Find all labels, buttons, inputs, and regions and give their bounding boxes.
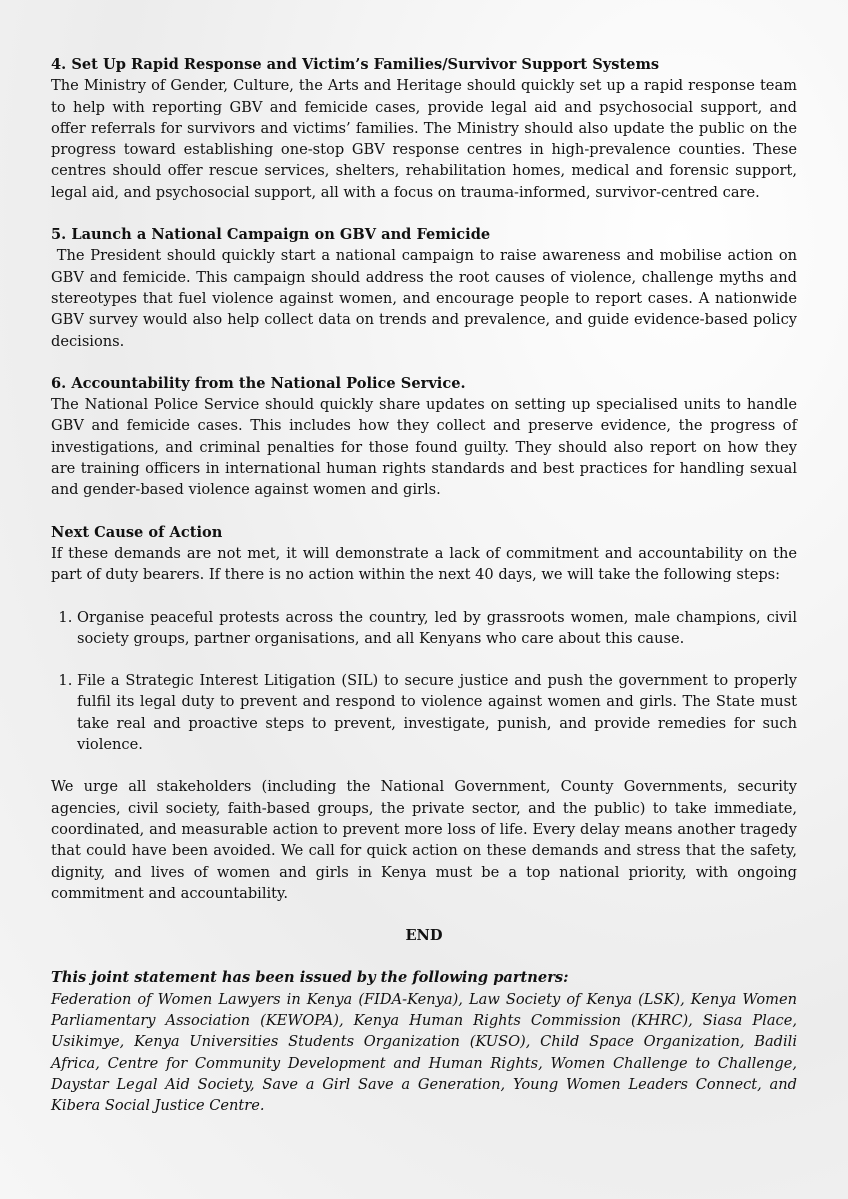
section-body: The President should quickly start a national campaign to raise awareness and mobilise action on GBV and femicide. This campaign should address the root causes of violence, challenge myths and stereotypes that fuel violence against women, and encourage people to report cases. A nationwide GBV survey would also help collect data on trends and prevalence, and guide evidence-based policy decisions. — [51, 247, 802, 350]
closing-paragraph: We urge all stakeholders (including the National Government, County Governments, security agencies, civil society, faith-based groups, the private sector, and the public) to take immediate, coordinated, and measurable action to prevent more loss of life. Every delay means another tragedy that could have been avoided. We call for quick action on these demands and stress that the safety, dignity, and lives of women and girls in Kenya must be a top national priority, with ongoing commitment and accountability. — [51, 778, 797, 902]
steps-list-first — [51, 607, 797, 650]
section-heading: 4. Set Up Rapid Response and Victim’s Families/Survivor Support Systems — [51, 56, 660, 73]
list-item: 1. Organise peaceful protests across the country, led by grassroots women, male champions, civil society groups, partner organisations, and all Kenyans who care about this cause. — [77, 607, 797, 650]
section-heading: Next Cause of Action — [51, 523, 223, 541]
section-rapid-response — [51, 54, 797, 203]
partners-block — [51, 967, 797, 1116]
section-body: If these demands are not met, it will demonstrate a lack of commitment and accountability on the part of duty bearers. If there is no action within the next 40 days, we will take the following steps: — [51, 544, 797, 584]
end-label: END — [405, 927, 443, 945]
steps-list-second — [51, 670, 797, 755]
section-police-accountability — [51, 373, 797, 501]
section-heading: 5. Launch a National Campaign on GBV and Femicide — [51, 226, 491, 244]
closing-statement — [51, 776, 797, 904]
section-body: The National Police Service should quickly share updates on setting up specialised units to handle GBV and femicide cases. This includes how they collect and preserve evidence, the progress of investigations, and criminal penalties for those found guilty. They should also report on how they are training officers in international human rights standards and best practices for handling sexual and gender-based violence against women and girls. — [51, 396, 797, 499]
partners-heading: This joint statement has been issued by the following partners: — [51, 969, 569, 987]
section-national-campaign — [51, 224, 802, 352]
list-item: 1. File a Strategic Interest Litigation (SIL) to secure justice and push the government to properly fulfil its legal duty to prevent and respond to violence against women and girls. The State must take real and proactive steps to prevent, investigate, punish, and provide remedies for such violence. — [77, 670, 797, 755]
section-heading: 6. Accountability from the National Police Service. — [51, 374, 466, 392]
document-page — [51, 54, 802, 1116]
section-body: The Ministry of Gender, Culture, the Arts and Heritage should quickly set up a rapid response team to help with reporting GBV and femicide cases, provide legal aid and psychosocial support, and offer referrals for survivors and victims’ families. The Ministry should also update the public on the progress toward establishing one-stop GBV response centres in high-prevalence counties. These centres should offer rescue services, shelters, rehabilitation homes, medical and forensic support, legal aid, and psychosocial support, all with a focus on trauma-informed, survivor-centred care. — [51, 77, 797, 201]
section-next-cause-of-action — [51, 522, 797, 586]
partners-list: Federation of Women Lawyers in Kenya (FIDA-Kenya), Law Society of Kenya (LSK), Kenya Women Parliamentary Association (KEWOPA), Kenya Human Rights Commission (KHRC), Siasa Place, Usikimye, Kenya Universities Students Organization (KUSO), Child Space Organization, Badili Africa, Centre for Community Development and Human Rights, Women Challenge to Challenge, Daystar Legal Aid Society, Save a Girl Save a Generation, Young Women Leaders Connect, and Kibera Social Justice Centre. — [51, 990, 797, 1115]
